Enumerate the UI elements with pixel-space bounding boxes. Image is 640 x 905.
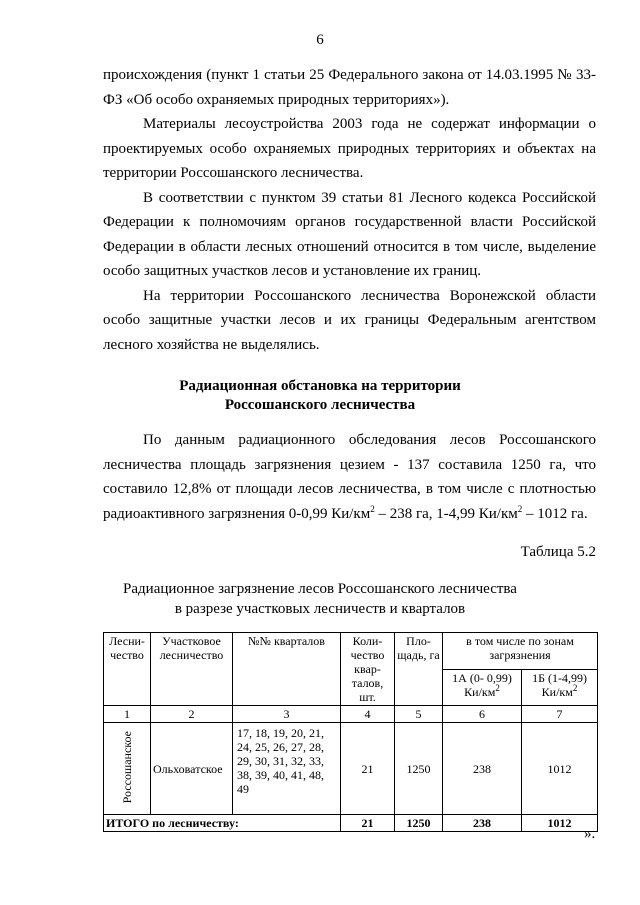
table-number: Таблица 5.2 bbox=[520, 544, 596, 560]
radiation-text-a: По данным радиационного обследования лесов Россошанского лесничества площадь загрязнения цезием - 137 составила 1250 га, что составило 12,8% от площади лесов лесничества, в том числе с плотностью радиоактивного загрязнения 0-0,99 Ки/км bbox=[103, 432, 596, 522]
cell-area: 1250 bbox=[395, 723, 443, 815]
paragraph-2: Материалы лесоустройства 2003 года не содержат информации о проектируемых особо охраняемых природных территориях и объектах на территории Россошанского лесничества. bbox=[103, 116, 596, 181]
table-row bbox=[104, 723, 598, 815]
total-label: ИТОГО по лесничеству: bbox=[104, 815, 341, 832]
column-number-row bbox=[104, 706, 598, 723]
table-title-line-1: Радиационное загрязнение лесов Россошанского лесничества bbox=[123, 581, 517, 597]
header-area: Пло-щадь, га bbox=[395, 633, 443, 706]
radiation-text bbox=[103, 428, 596, 526]
forestry-vertical-label: Россошанское bbox=[120, 730, 134, 804]
zone-1a-label: 1А (0- 0,99) Ки/км bbox=[452, 670, 512, 699]
superscript: 2 bbox=[370, 503, 375, 514]
closing-quote: ». bbox=[584, 826, 596, 842]
cell-count: 21 bbox=[341, 723, 395, 815]
table-title bbox=[0, 579, 640, 619]
cell-zone-1a: 238 bbox=[443, 723, 522, 815]
superscript: 2 bbox=[495, 682, 500, 693]
paragraph-1: происхождения (пункт 1 статьи 25 Федерального закона от 14.03.1995 № 33-ФЗ «Об особо охраняемых природных территориях»). bbox=[103, 67, 596, 108]
total-count: 21 bbox=[341, 815, 395, 832]
total-area: 1250 bbox=[395, 815, 443, 832]
cell-zone-1b: 1012 bbox=[522, 723, 598, 815]
header-zone-1b bbox=[522, 669, 598, 706]
superscript: 2 bbox=[517, 503, 523, 514]
header-quarters: №№ кварталов bbox=[233, 633, 341, 706]
page-number: 6 bbox=[316, 32, 324, 48]
col-num-6: 6 bbox=[443, 706, 522, 723]
total-zone-1a: 238 bbox=[443, 815, 522, 832]
table-total-row bbox=[104, 815, 598, 832]
col-num-2: 2 bbox=[151, 706, 233, 723]
zone-1b-label: 1Б (1-4,99) Ки/км bbox=[532, 670, 587, 699]
col-num-3: 3 bbox=[233, 706, 341, 723]
header-zones: в том числе по зонам загрязнения bbox=[443, 633, 598, 670]
paragraph-4: На территории Россошанского лесничества Воронежской области особо защитные участки лесов и их границы Федеральным агентством лесного хозяйства не выделялись. bbox=[103, 287, 596, 353]
header-district: Участковое лесничество bbox=[151, 633, 233, 706]
intro-text bbox=[103, 63, 596, 357]
col-num-1: 1 bbox=[104, 706, 151, 723]
table-title-line-2: в разрезе участковых лесничеств и кварталов bbox=[174, 601, 466, 617]
col-num-7: 7 bbox=[522, 706, 598, 723]
radiation-text-b: – 238 га, 1-4,99 Ки/км bbox=[374, 505, 518, 522]
section-heading bbox=[0, 377, 640, 415]
cell-quarters: 17, 18, 19, 20, 21, 24, 25, 26, 27, 28, 29, 30, 31, 32, 33, 38, 39, 40, 41, 48, 49 bbox=[233, 723, 341, 815]
cell-district: Ольховатское bbox=[151, 723, 233, 815]
section-heading-line-2: Россошанского лесничества bbox=[224, 397, 416, 413]
header-zone-1a bbox=[443, 669, 522, 706]
total-zone-1b: 1012 bbox=[522, 815, 598, 832]
section-heading-line-1: Радиационная обстановка на территории bbox=[179, 378, 461, 394]
col-num-5: 5 bbox=[395, 706, 443, 723]
header-count: Коли-чество квар-талов, шт. bbox=[341, 633, 395, 706]
cell-forestry bbox=[104, 723, 151, 815]
radiation-paragraph bbox=[103, 428, 596, 526]
header-forestry: Лесни-чество bbox=[104, 633, 151, 706]
paragraph-3: В соответствии с пунктом 39 статьи 81 Лесного кодекса Российской Федерации к полномочиям органов государственной власти Российской Федерации в области лесных отношений относится в том числе, выделение особо защитных участков лесов и установление их границ. bbox=[103, 189, 596, 279]
radiation-text-c: – 1012 га. bbox=[522, 505, 588, 522]
superscript: 2 bbox=[572, 682, 578, 693]
radiation-table bbox=[103, 632, 598, 832]
table-header-row bbox=[104, 633, 598, 670]
col-num-4: 4 bbox=[341, 706, 395, 723]
